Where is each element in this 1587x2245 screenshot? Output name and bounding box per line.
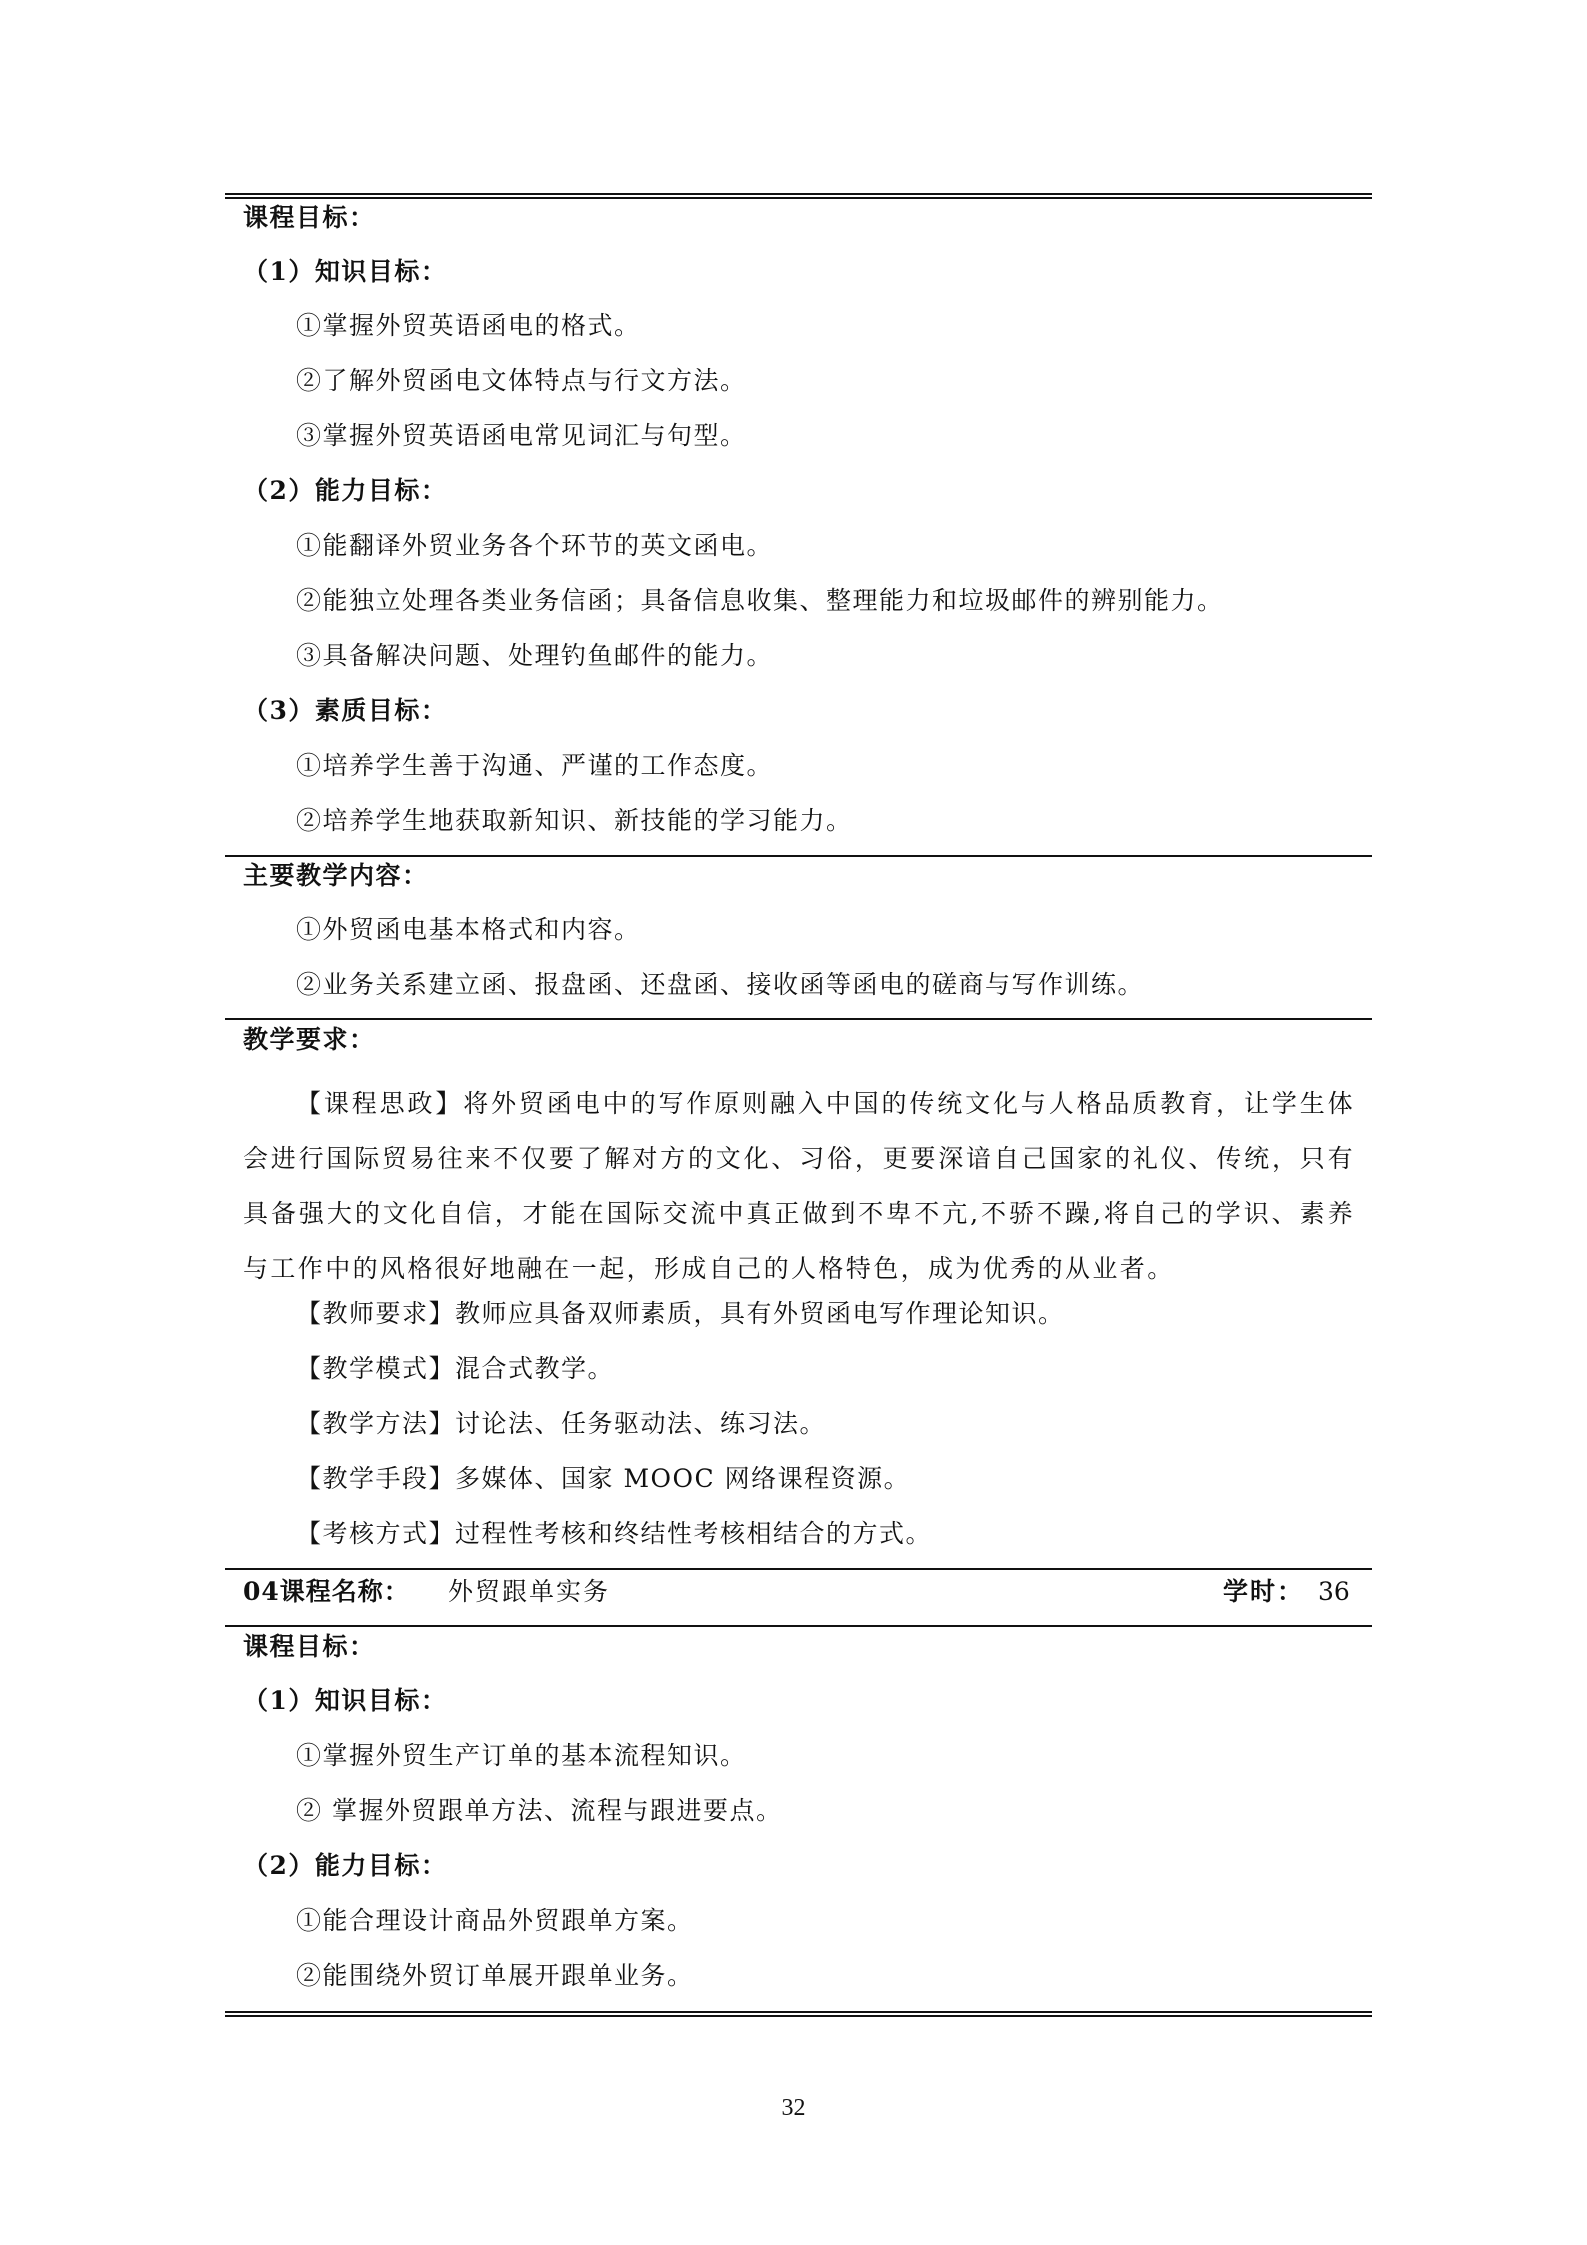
requirement-item: 【考核方式】过程性考核和终结性考核相结合的方式。 [296,1519,933,1548]
requirement-item: 【教师要求】教师应具备双师素质，具有外贸函电写作理论知识。 [296,1299,1065,1328]
ability-goals-heading: （2）能力目标： [243,1851,448,1880]
bottom-border [225,2011,1372,2017]
teaching-content-heading: 主要教学内容： [243,861,429,890]
ability-item: ②能独立处理各类业务信函；具备信息收集、整理能力和垃圾邮件的辨别能力。 [296,586,1224,615]
ability-item: ①能合理设计商品外贸跟单方案。 [296,1906,694,1935]
knowledge-item: ②了解外贸函电文体特点与行文方法。 [296,366,747,395]
content-item: ②业务关系建立函、报盘函、还盘函、接收函等函电的磋商与写作训练。 [296,970,1145,999]
section-divider [225,855,1372,857]
ideology-paragraph: 【课程思政】将外贸函电中的写作原则融入中国的传统文化与人格品质教育，让学生体会进行国际贸易往来不仅要了解对方的文化、习俗，更要深谙自己国家的礼仪、传统，只有具备强大的文化自信，才能在国际交流中真正做到不卑不亢,不骄不躁,将自己的学识、素养与工作中的风格很好地融在一起，形成自己的人格特色，成为优秀的从业者。 [243,1089,1355,1283]
section-divider [225,1625,1372,1627]
section-divider [225,1018,1372,1020]
content-item: ①外贸函电基本格式和内容。 [296,915,641,944]
requirement-item: 【教学方法】讨论法、任务驱动法、练习法。 [296,1409,827,1438]
knowledge-goals-heading: （1）知识目标： [243,257,448,286]
section-divider [225,1568,1372,1570]
hours-value: 36 [1318,1577,1350,1606]
course-number-label: 04课程名称： [243,1577,410,1606]
ability-item: ①能翻译外贸业务各个环节的英文函电。 [296,531,774,560]
ability-item: ②能围绕外贸订单展开跟单业务。 [296,1961,694,1990]
course-goals-heading: 课程目标： [243,1632,376,1661]
knowledge-item: ③掌握外贸英语函电常见词汇与句型。 [296,421,747,450]
hours-label: 学时： [1223,1577,1305,1606]
course-goals-heading: 课程目标： [243,203,376,232]
course-name: 外贸跟单实务 [448,1577,611,1606]
quality-goals-heading: （3）素质目标： [243,696,448,725]
teaching-requirements-heading: 教学要求： [243,1025,376,1054]
ability-item: ③具备解决问题、处理钓鱼邮件的能力。 [296,641,774,670]
requirement-item: 【教学模式】混合式教学。 [296,1354,615,1383]
top-border [225,193,1372,199]
requirement-item: 【教学手段】多媒体、国家 MOOC 网络课程资源。 [296,1464,911,1493]
quality-item: ②培养学生地获取新知识、新技能的学习能力。 [296,806,853,835]
knowledge-item: ①掌握外贸英语函电的格式。 [296,311,641,340]
course-title-row [243,1574,1355,1610]
knowledge-goals-heading: （1）知识目标： [243,1686,448,1715]
ability-goals-heading: （2）能力目标： [243,476,448,505]
quality-item: ①培养学生善于沟通、严谨的工作态度。 [296,751,774,780]
knowledge-item: ② 掌握外贸跟单方法、流程与跟进要点。 [296,1796,783,1825]
knowledge-item: ①掌握外贸生产订单的基本流程知识。 [296,1741,747,1770]
page-number: 32 [781,2095,806,2121]
